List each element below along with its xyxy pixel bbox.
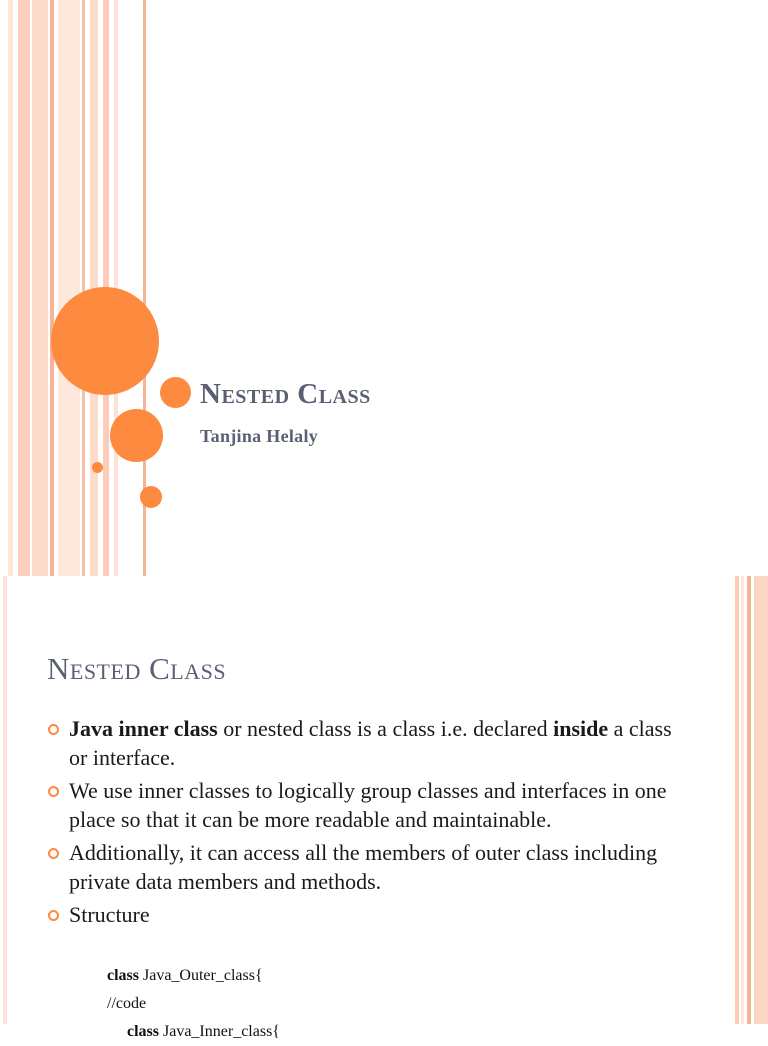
stripe-decoration xyxy=(8,0,13,576)
bullet-circle-icon xyxy=(48,724,59,735)
decorative-circle-large xyxy=(51,287,159,395)
slide-subtitle-author: Tanjina Helaly xyxy=(200,426,319,446)
stripe-decoration xyxy=(18,0,30,576)
code-comment: //code xyxy=(107,995,147,1012)
code-line xyxy=(107,1018,280,1046)
bullet-circle-icon xyxy=(48,848,59,859)
bullet-text-bold: inside xyxy=(553,716,609,741)
code-keyword: class xyxy=(107,967,139,984)
bullet-item xyxy=(44,776,684,834)
slide-title: Nested Class xyxy=(200,378,371,410)
bullet-list xyxy=(44,714,684,933)
stripe-decoration xyxy=(58,0,80,576)
decorative-circle-dot xyxy=(92,462,103,473)
decorative-circle-small xyxy=(140,486,162,508)
bullet-circle-icon xyxy=(48,910,59,921)
content-slide-title: Nested Class xyxy=(47,651,227,686)
bullet-item xyxy=(44,714,684,772)
stripe-decoration xyxy=(735,576,739,1024)
decorative-circle-small xyxy=(160,377,191,408)
bullet-text: Structure xyxy=(69,902,150,927)
bullet-item xyxy=(44,900,684,929)
code-keyword: class xyxy=(127,1023,159,1040)
stripe-decoration xyxy=(50,0,54,576)
stripe-decoration xyxy=(741,576,744,1024)
code-text: Java_Outer_class{ xyxy=(139,967,263,984)
bullet-circle-icon xyxy=(48,786,59,797)
stripe-decoration xyxy=(32,0,48,576)
code-line xyxy=(107,962,280,990)
code-block xyxy=(107,962,280,1046)
bullet-text: or nested class is a class i.e. declared xyxy=(217,716,554,741)
code-line xyxy=(107,990,280,1018)
stripe-decoration xyxy=(747,576,751,1024)
stripe-decoration xyxy=(754,576,768,1024)
bullet-text: a class or interface. xyxy=(69,716,672,770)
code-text: Java_Inner_class{ xyxy=(159,1023,280,1040)
bullet-text-bold: Java inner class xyxy=(69,716,218,741)
bullet-text: Additionally, it can access all the members of outer class including private data members and methods. xyxy=(69,840,658,894)
bullet-text: We use inner classes to logically group classes and interfaces in one place so that it can be more readable and maintainable. xyxy=(69,778,667,832)
stripe-decoration xyxy=(82,0,85,576)
stripe-decoration xyxy=(3,576,7,1024)
bullet-item xyxy=(44,838,684,896)
decorative-circle-medium xyxy=(110,409,163,462)
